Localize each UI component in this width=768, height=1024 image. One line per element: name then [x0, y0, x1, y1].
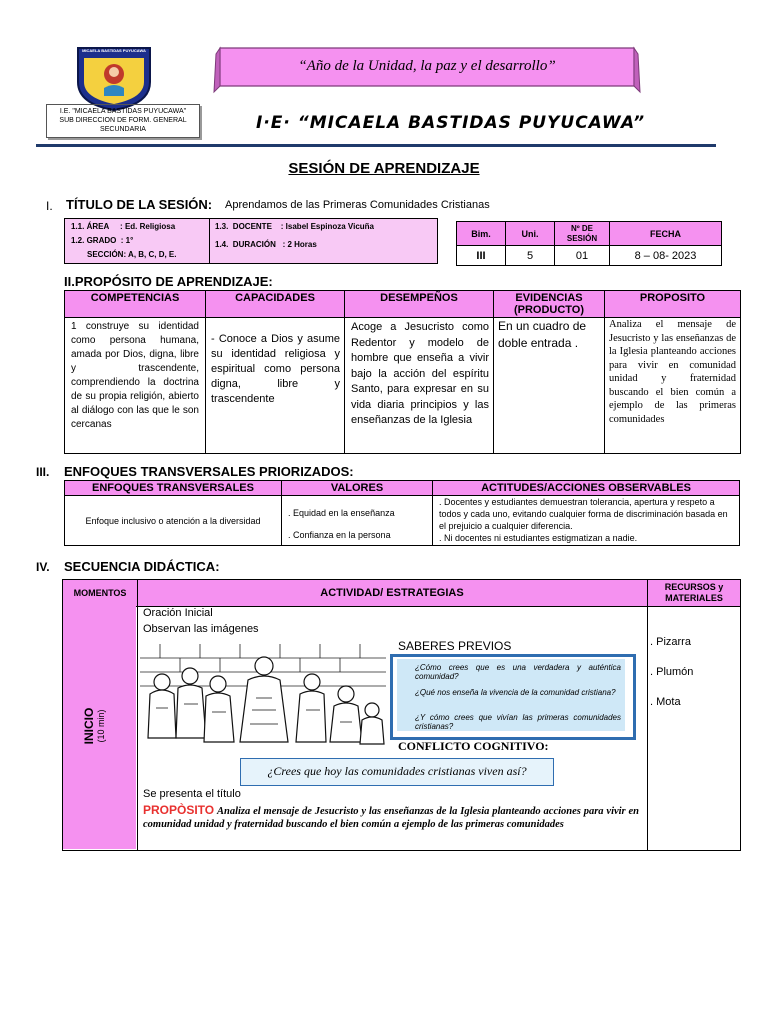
section1-number: I. — [46, 199, 53, 213]
motto-banner — [212, 44, 642, 96]
sequence-header-actividad: ACTIVIDAD/ ESTRATEGIAS — [320, 587, 464, 599]
info-box — [64, 218, 438, 264]
section3-number: III. — [36, 465, 50, 479]
saberes-question-3: ¿Y cómo crees que vivían las primeras comunidades cristianas? — [415, 713, 621, 731]
saberes-title: SABERES PREVIOS — [398, 639, 512, 653]
schedule-fecha: 8 – 08- 2023 — [610, 246, 722, 266]
oracion-inicial: Oración Inicial — [143, 607, 213, 619]
section4-number: IV. — [36, 560, 50, 574]
conflicto-title: CONFLICTO COGNITIVO: — [398, 739, 549, 753]
actitudes-cell — [433, 496, 740, 546]
proposito-text: Analiza el mensaje de Jesucristo y las enseñanzas de la Iglesia planteando acciones para vivir en comunidad unidad y fraternidad buscando el bien común a ejemplo de las primeras comunidades — [143, 806, 640, 830]
saberes-box — [390, 654, 636, 740]
purpose-header-desempenos: DESEMPEÑOS — [345, 291, 494, 318]
schedule-header-uni: Uni. — [506, 222, 555, 246]
school-logo — [74, 42, 154, 112]
recurso-plumon: . Plumón — [650, 666, 694, 678]
conflicto-question: ¿Crees que hoy las comunidades cristianas viven así? — [267, 764, 527, 778]
sequence-header-momentos: MOMENTOS — [73, 588, 127, 598]
valor-confianza: . Confianza en la persona — [288, 530, 391, 540]
school-info-box — [46, 104, 200, 138]
page-title: SESIÓN DE APRENDIZAJE — [288, 160, 480, 177]
header-rule — [36, 144, 716, 147]
sequence-header-recursos: RECURSOS y MATERIALES — [664, 582, 724, 603]
schedule-header-bim: Bim. — [457, 222, 506, 246]
school-title: I·E· “MICAELA BASTIDAS PUYUCAWA” — [256, 113, 646, 133]
purpose-proposito: Analiza el mensaje de Jesucristo y las enseñanzas de la Iglesia planteando acciones para vivir en comunidad unidad y fraternidad buscando el bien común a ejemplo de las primeras comunidades — [605, 318, 741, 454]
section3-label: ENFOQUES TRANSVERSALES PRIORIZADOS: — [64, 464, 354, 479]
community-illustration — [140, 638, 386, 748]
purpose-header-proposito: PROPOSITO — [605, 291, 741, 318]
moment-label: INICIO — [82, 707, 96, 745]
recurso-pizarra: . Pizarra — [650, 636, 691, 648]
purpose-capacidades: - Conoce a Dios y asume su identidad religiosa y espiritual como persona digna, libre y trascendente — [206, 318, 345, 454]
schedule-uni: 5 — [506, 246, 555, 266]
enfoques-header-valores: VALORES — [282, 481, 433, 496]
valores-cell — [282, 496, 433, 546]
proposito-paragraph — [143, 804, 639, 831]
proposito-label: PROPÒSITO — [143, 803, 215, 817]
purpose-header-capacidades: CAPACIDADES — [206, 291, 345, 318]
moment-time: (10 min) — [96, 709, 106, 743]
motto-text: “Año de la Unidad, la paz y el desarrollo” — [298, 58, 556, 74]
observan-imagenes: Observan las imágenes — [143, 623, 259, 635]
school-info-line-3: SECUNDARIA — [100, 126, 146, 133]
info-grado: 1.2. GRADO : 1° — [71, 236, 134, 245]
conflicto-box — [240, 758, 554, 786]
presenta-titulo: Se presenta el título — [143, 788, 241, 800]
info-docente: 1.3. DOCENTE : Isabel Espinoza Vicuña — [215, 222, 375, 231]
purpose-desempenos: Acoge a Jesucristo como Redentor y modelo de hombre que enseña a vivir bajo la acción del espíritu Santo, para expresar en su vida diaria principios y las enseñanzas de la Iglesia — [345, 318, 494, 454]
actitud-1: . Docentes y estudiantes demuestran tolerancia, apertura y respeto a todos y cada uno, evitando cualquier forma de discriminación basada en el prejuicio a cualquier diferencia. — [439, 497, 728, 531]
recurso-mota: . Mota — [650, 696, 681, 708]
purpose-competencias: 1 construye su identidad como persona humana, amada por Dios, digna, libre y trascendente, comprendiendo la doctrina de su propia religión, abierto al diálogo con las que le son cercanas — [65, 318, 206, 454]
session-title: Aprendamos de las Primeras Comunidades Cristianas — [225, 199, 490, 211]
saberes-question-1: ¿Cómo crees que es una verdadera y auténtica comunidad? — [415, 663, 621, 681]
school-info-line-1: I.E. "MICAELA BASTIDAS PUYUCAWA" — [59, 108, 187, 115]
info-area: 1.1. ÁREA : Ed. Religiosa — [71, 222, 176, 231]
enfoques-table — [64, 480, 740, 546]
saberes-question-2: ¿Qué nos enseña la vivencia de la comunidad cristiana? — [415, 688, 616, 697]
schedule-header-fecha: FECHA — [610, 222, 722, 246]
info-duracion: 1.4. DURACIÓN : 2 Horas — [215, 240, 317, 249]
actitud-2: . Ni docentes ni estudiantes estigmatizan a nadie. — [439, 533, 638, 543]
school-info-line-2: SUB DIRECCION DE FORM. GENERAL — [59, 117, 187, 124]
enfoques-header-enfoques: ENFOQUES TRANSVERSALES — [65, 481, 282, 496]
section4-label: SECUENCIA DIDÁCTICA: — [64, 559, 220, 574]
purpose-evidencias: En un cuadro de doble entrada . — [494, 318, 605, 454]
section2-label: II.PROPÓSITO DE APRENDIZAJE: — [64, 274, 273, 289]
purpose-header-competencias: COMPETENCIAS — [65, 291, 206, 318]
section1-label: TÍTULO DE LA SESIÓN: — [66, 197, 213, 212]
logo-text: MICAELA BASTIDAS PUYUCAWA — [82, 48, 146, 53]
schedule-sesion: 01 — [555, 246, 610, 266]
info-seccion: SECCIÓN: A, B, C, D, E. — [87, 250, 177, 259]
schedule-bim: III — [457, 246, 506, 266]
schedule-header-sesion: Nº DE SESIÓN — [555, 222, 610, 246]
schedule-table — [456, 221, 722, 266]
enfoques-header-actitudes: ACTITUDES/ACCIONES OBSERVABLES — [433, 481, 740, 496]
moment-cell-inicio — [63, 606, 136, 849]
enfoque-inclusivo: Enfoque inclusivo o atención a la diversidad — [65, 496, 282, 546]
purpose-table — [64, 290, 741, 454]
moment-label-group — [82, 651, 118, 801]
purpose-header-evidencias: EVIDENCIAS (PRODUCTO) — [494, 291, 605, 318]
valor-equidad: . Equidad en la enseñanza — [288, 508, 395, 518]
